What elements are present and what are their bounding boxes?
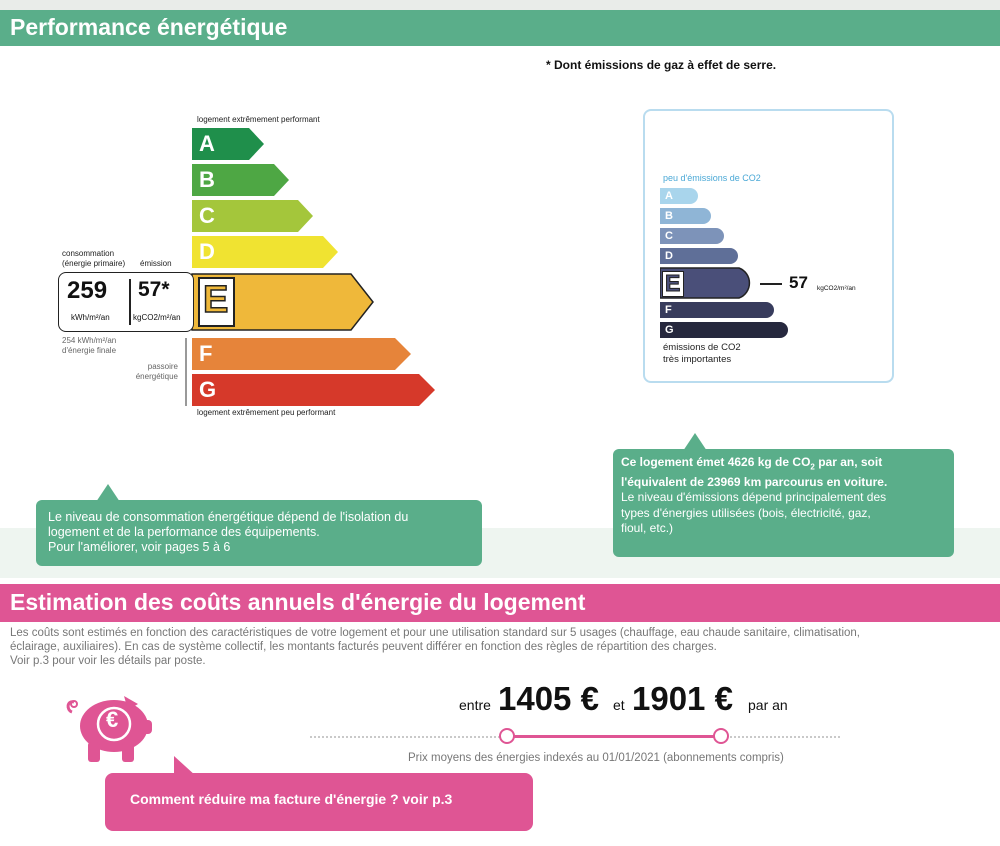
co2-letter-c: C <box>665 230 673 242</box>
costs-title: Estimation des coûts annuels d'énergie du logement <box>10 589 586 615</box>
performance-banner <box>0 10 1000 46</box>
emission-unit: kgCO2/m²/an <box>133 313 181 322</box>
co2-bar-f <box>660 302 774 318</box>
costs-banner <box>0 584 1000 622</box>
cost-range-segment <box>508 735 721 738</box>
performance-title: Performance énergétique <box>10 14 288 40</box>
between-label: entre <box>459 697 491 713</box>
emission-value: 57* <box>138 278 170 301</box>
energy-current-letter: E <box>203 279 229 321</box>
energy-letter-c: C <box>199 203 215 228</box>
energy-top-caption: logement extrêmement performant <box>197 115 320 124</box>
final-energy-note: 254 kWh/m²/an d'énergie finale <box>62 336 117 355</box>
co2-letter-f: F <box>665 304 672 316</box>
co2-letter-d: D <box>665 250 673 262</box>
energy-letter-a: A <box>199 131 215 156</box>
top-band <box>0 0 1000 10</box>
co2-current-letter: E <box>665 270 681 296</box>
energy-letter-d: D <box>199 239 215 264</box>
energy-letter-b: B <box>199 167 215 192</box>
cost-min-value: 1405 € <box>498 680 599 717</box>
costs-description: Les coûts sont estimés en fonction des caractéristiques de votre logement et pour une utilisation standard sur 5 usages (chauffage, eau chaude sanitaire, climatisation, éclairage, auxiliaires). En cas de système collectif, les montants facturés peuvent différer en fonction des règles de répartition des charges. Voir p.3 pour voir les détails par poste. <box>10 627 861 667</box>
emission-label: émission <box>140 259 172 268</box>
cost-range-min-dot <box>499 728 515 744</box>
energy-bar-f <box>192 338 411 370</box>
co2-unit: kgCO2/m²/an <box>817 285 856 292</box>
co2-letter-a: A <box>665 190 673 202</box>
co2-pointer-line <box>760 283 782 285</box>
prices-note: Prix moyens des énergies indexés au 01/01/2021 (abonnements compris) <box>408 752 784 764</box>
consumption-value: 259 <box>67 277 108 304</box>
per-year-label: par an <box>748 697 788 713</box>
co2-scale <box>660 186 800 340</box>
reduce-bill-link[interactable]: Comment réduire ma facture d'énergie ? voir p.3 <box>105 773 533 831</box>
cost-max-value: 1901 € <box>632 680 733 717</box>
energy-bar-g <box>192 374 435 406</box>
energy-scale <box>185 124 440 414</box>
energy-letter-g: G <box>199 377 217 402</box>
emission-info-bubble: Ce logement émet 4626 kg de $CO_2$ par an, soit l'équivalent de 23969 km parcourus en voiture. Le niveau d'émissions dépend principalement des types d'énergies utilisées (bois, électricité, gaz, fioul, etc.) <box>613 449 954 557</box>
co2-value: 57 <box>789 273 808 292</box>
consumption-info-bubble: Le niveau de consommation énergétique dépend de l'isolation du logement et de la performance des équipements. Pour l'améliorer, voir pages 5 à 6 <box>36 500 482 566</box>
consumption-label: consommation (énergie primaire) <box>62 249 126 268</box>
energy-letter-f: F <box>199 341 213 366</box>
passoire-note: passoire énergétique <box>135 362 178 381</box>
co2-top-caption: peu d'émissions de CO2 <box>663 173 761 183</box>
and-label: et <box>613 697 625 713</box>
co2-bar-g <box>660 322 788 338</box>
co2-letter-b: B <box>665 210 673 222</box>
euro-symbol: € <box>106 707 119 732</box>
energy-bottom-caption: logement extrêmement peu performant <box>197 408 336 417</box>
cost-range-max-dot <box>713 728 729 744</box>
consumption-box <box>58 272 194 332</box>
co2-letter-g: G <box>665 324 674 336</box>
ghg-footnote: * Dont émissions de gaz à effet de serre. <box>546 58 777 72</box>
co2-bottom-caption: émissions de CO2 très importantes <box>663 342 741 365</box>
consumption-unit: kWh/m²/an <box>71 313 110 322</box>
